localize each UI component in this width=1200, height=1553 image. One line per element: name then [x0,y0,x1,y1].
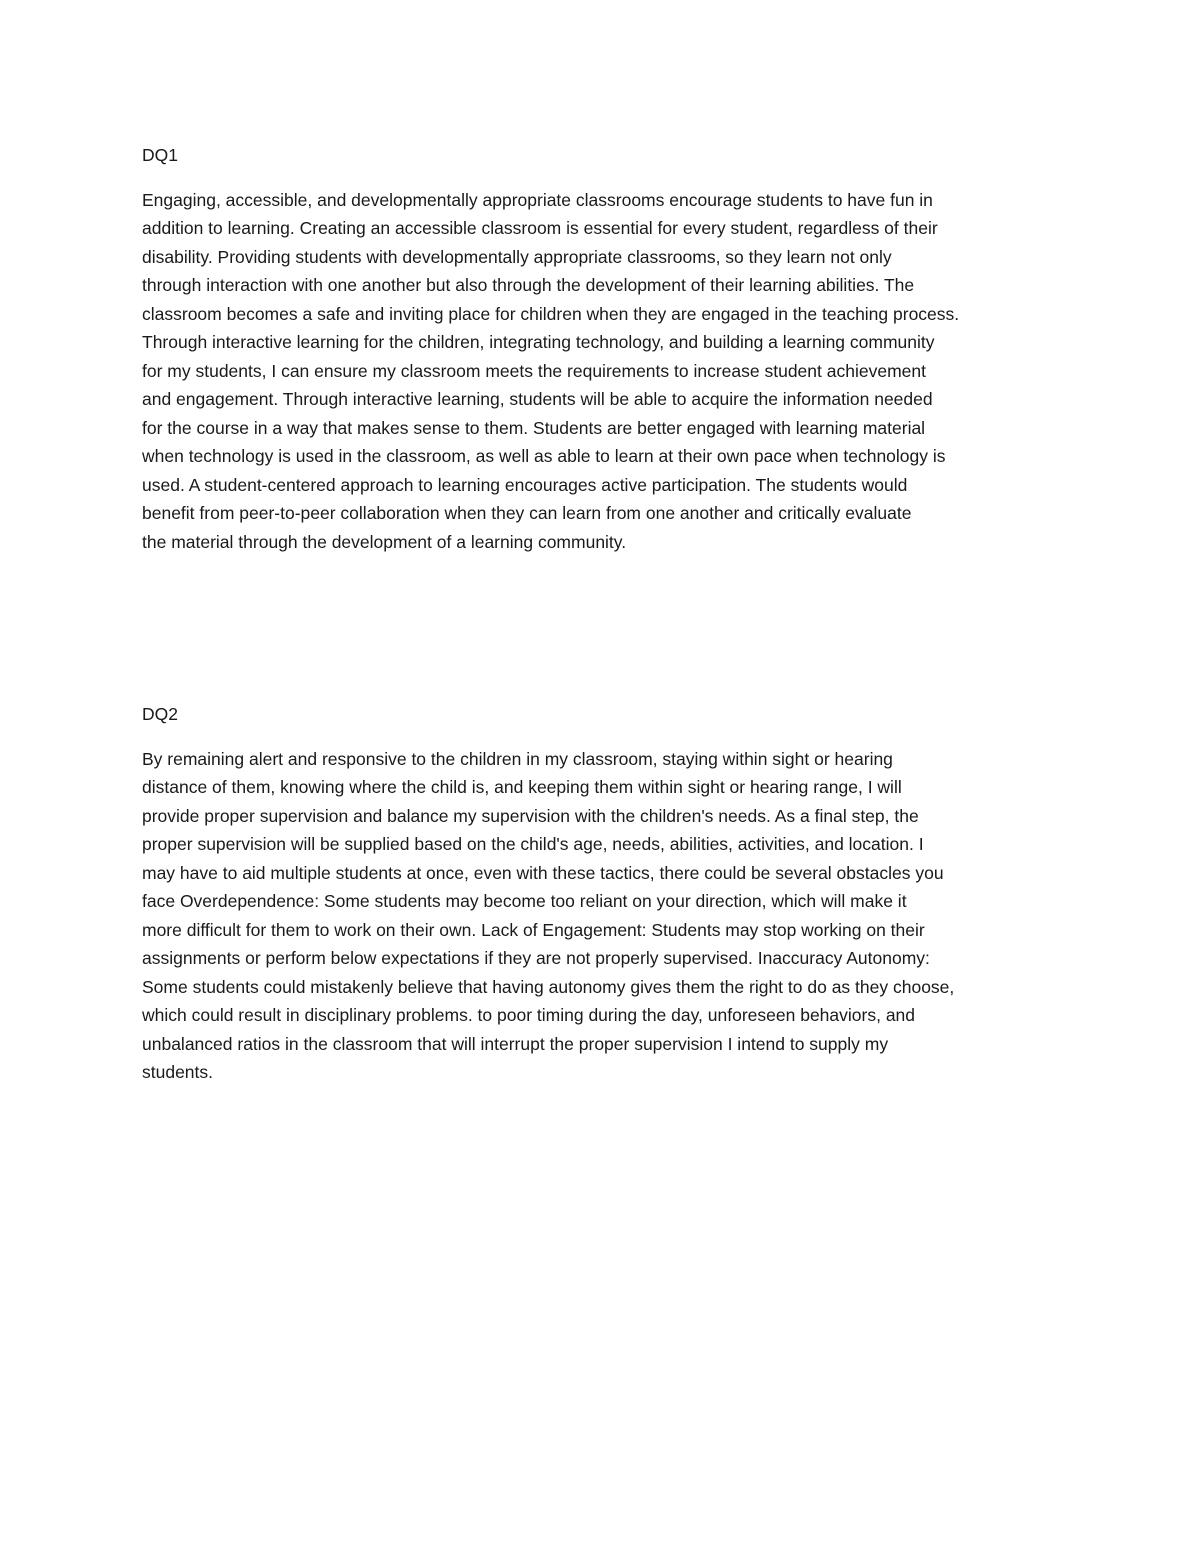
paragraph-line: disability. Providing students with developmentally appropriate classrooms, so they learn not only [142,246,892,267]
paragraph-line: for my students, I can ensure my classroom meets the requirements to increase student achievement [142,360,926,381]
paragraph-line: face Overdependence: Some students may become too reliant on your direction, which will make it [142,891,907,911]
paragraph-line: when technology is used in the classroom, as well as able to learn at their own pace when technology is [142,446,946,466]
section-paragraph [142,745,1062,1087]
paragraph-line: benefit from peer-to-peer collaboration when they can learn from one another and critically evaluate [142,503,912,523]
paragraph-line: unbalanced ratios in the classroom that will interrupt the proper supervision I intend to supply my [142,1033,889,1054]
paragraph-line: Some students could mistakenly believe that having autonomy gives them the right to do as they choose, [142,976,955,997]
section-heading: DQ2 [142,704,178,724]
paragraph-line: addition to learning. Creating an accessible classroom is essential for every student, regardless of their [142,218,938,238]
paragraph-line: the material through the development of a learning community. [142,531,627,552]
paragraph-line: classroom becomes a safe and inviting place for children when they are engaged in the teaching process. [142,303,960,324]
paragraph-line: By remaining alert and responsive to the children in my classroom, staying within sight or hearing [142,748,893,769]
paragraph-line: used. A student-centered approach to learning encourages active participation. The students would [142,474,908,495]
paragraph-line: provide proper supervision and balance my supervision with the children's needs. As a final step, the [142,805,919,826]
section-paragraph [142,186,1062,557]
paragraph-line: assignments or perform below expectations if they are not properly supervised. Inaccuracy Autonomy: [142,948,930,968]
paragraph-line: for the course in a way that makes sense to them. Students are better engaged with learning material [142,417,926,438]
section-dq2 [142,700,1062,1087]
paragraph-line: distance of them, knowing where the child is, and keeping them within sight or hearing range, I will [142,777,902,797]
section-dq1 [142,141,1062,556]
paragraph-line: through interaction with one another but also through the development of their learning abilities. The [142,275,915,295]
section-heading: DQ1 [142,145,178,165]
paragraph-line: Through interactive learning for the children, integrating technology, and building a learning community [142,332,935,352]
paragraph-line: more difficult for them to work on their own. Lack of Engagement: Students may stop working on their [142,919,925,940]
paragraph-line: which could result in disciplinary problems. to poor timing during the day, unforeseen behaviors, and [142,1005,916,1025]
paragraph-line: Engaging, accessible, and developmentally appropriate classrooms encourage students to have fun in [142,189,933,210]
paragraph-line: proper supervision will be supplied based on the child's age, needs, abilities, activities, and location. I [142,834,924,854]
paragraph-line: may have to aid multiple students at once, even with these tactics, there could be several obstacles you [142,862,944,883]
paragraph-line: students. [142,1062,214,1082]
paragraph-line: and engagement. Through interactive learning, students will be able to acquire the information needed [142,389,933,409]
